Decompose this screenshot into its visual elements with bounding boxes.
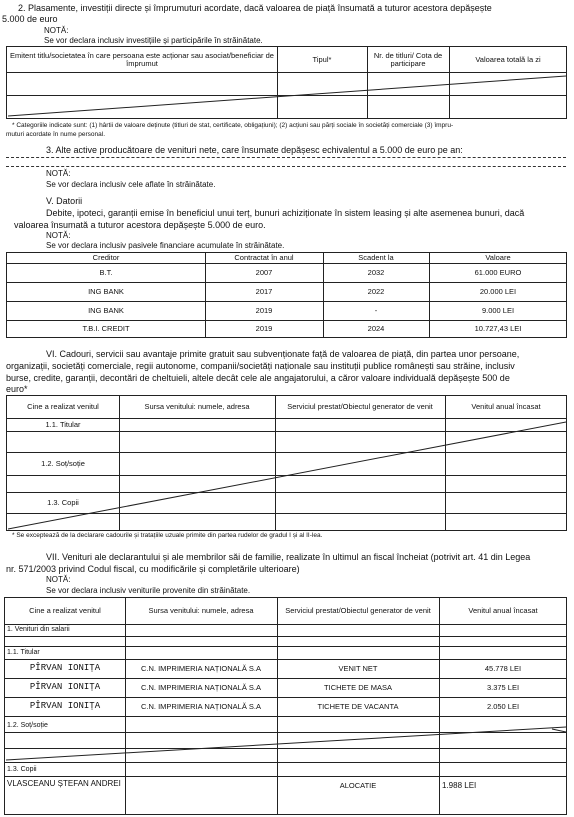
section7-nota-label: NOTĂ: xyxy=(46,575,71,584)
income-row-1-income: 45.778 LEI xyxy=(484,664,522,674)
section5-text-line2: valoarea însumată a tuturor acestora depășește 5.000 de euro. xyxy=(14,220,266,230)
debts-header-contracted: Contractat în anul xyxy=(234,253,294,263)
section2-nota-text: Se vor declara inclusiv investițiile și participările în străinătate. xyxy=(44,36,263,45)
section2-footnote-line2: muturi acordate în nume personal. xyxy=(6,131,105,138)
gifts-header-source: Sursa venitului: numele, adresa xyxy=(144,402,250,412)
income-row-1-who: PÎRVAN IONIȚA xyxy=(29,663,101,674)
debt-row-1-year: 2007 xyxy=(255,268,273,278)
income-group-salaries: 1. Venituri din salarii xyxy=(7,626,70,633)
header-type: Tipul* xyxy=(312,54,332,64)
section2-title-line2: 5.000 de euro xyxy=(2,14,58,24)
section6-text-line4: euro* xyxy=(6,384,28,394)
income-row-1-source: C.N. IMPRIMERIA NAȚIONALĂ S.A xyxy=(140,664,262,674)
debt-row-3-year: 2019 xyxy=(255,306,273,316)
gifts-header-who: Cine a realizat venitul xyxy=(27,402,99,412)
income-row-3-who: PÎRVAN IONIȚA xyxy=(29,701,101,712)
gifts-row-children: 1.3. Copii xyxy=(47,498,79,508)
header-issuer: Emitent titlu/societatea în care persoana este acționar sau asociat/beneficiar de împrumut xyxy=(10,50,274,68)
gifts-header-service: Serviciul prestat/Obiectul generator de venit xyxy=(287,402,433,412)
debt-row-1-creditor: B.T. xyxy=(99,268,113,278)
income-header-income: Venitul anual încasat xyxy=(468,606,538,616)
income-children-label: 1.3. Copii xyxy=(7,766,37,773)
income-header-who: Cine a realizat venitul xyxy=(29,606,101,616)
gifts-row-titular: 1.1. Titular xyxy=(45,420,81,430)
debt-row-4-value: 10.727,43 LEI xyxy=(474,324,522,334)
section2-nota-label: NOTĂ: xyxy=(44,26,69,35)
income-child-row-who: VLASCEANU ȘTEFAN ANDREI xyxy=(7,779,121,788)
debt-row-4-year: 2019 xyxy=(255,324,273,334)
debt-row-2-due: 2022 xyxy=(367,287,385,297)
debt-row-2-creditor: ING BANK xyxy=(88,287,124,297)
section3-nota-label: NOTĂ: xyxy=(46,169,71,178)
section5-text-line1: Debite, ipoteci, garanții emise în beneficiul unui terț, bunuri achiziționate în sistem leasing și alte asemenea bunuri, dacă xyxy=(46,208,525,218)
debt-row-3-due: - xyxy=(374,306,378,316)
section7-nota-text: Se vor declara inclusiv veniturile provenite din străinătate. xyxy=(46,586,251,595)
section7-text-line1: VII. Venituri ale declarantului și ale membrilor săi de familie, realizate în ultimul an fiscal încheiat (potrivit art. 41 din Legea xyxy=(46,552,531,562)
debt-row-4-creditor: T.B.I. CREDIT xyxy=(82,324,130,334)
section6-footnote: * Se exceptează de la declarare cadourile și tratațiile uzuale primite din partea rudelor de gradul I și al II-lea. xyxy=(12,532,323,539)
section6-text-line2: organizații, societăți comerciale, regii autonome, companii/societăți naționale sau instituții publice românești sau străine, inclusiv xyxy=(6,361,515,371)
section3-nota-text: Se vor declara inclusiv cele aflate în străinătate. xyxy=(46,180,216,189)
section5-heading: V. Datorii xyxy=(46,196,83,206)
income-spouse-label: 1.2. Soț/soție xyxy=(7,722,48,729)
debts-header-creditor: Creditor xyxy=(92,253,120,263)
debts-header-value: Valoare xyxy=(485,253,511,263)
gifts-row-spouse: 1.2. Soț/soție xyxy=(41,459,85,469)
income-row-3-income: 2.050 LEI xyxy=(486,702,520,712)
debt-row-1-value: 61.000 EURO xyxy=(474,268,522,278)
income-row-1-service: VENIT NET xyxy=(338,664,378,674)
income-row-2-source: C.N. IMPRIMERIA NAȚIONALĂ S.A xyxy=(140,683,262,693)
income-child-row-income: 1.988 LEI xyxy=(442,781,477,790)
debts-header-due: Scadent la xyxy=(358,253,394,263)
section5-nota-label: NOTĂ: xyxy=(46,231,71,240)
section2-footnote-line1: * Categoriile indicate sunt: (1) hârtii de valoare deținute (titluri de stat, certificate, obligațiuni); (2) acțiuni sau părți sociale în societăți comerciale (3) împru- xyxy=(12,122,454,129)
debt-row-2-value: 20.000 LEI xyxy=(479,287,517,297)
section6-text-line1: VI. Cadouri, servicii sau avantaje primite gratuit sau subvenționate față de valoarea de piață, din partea unor persoane, xyxy=(46,349,520,359)
section2-title-line1: 2. Plasamente, investiții directe și împrumuturi acordate, dacă valoarea de piață însumată a tuturor acestora depășește xyxy=(18,3,492,13)
income-child-row-service: ALOCATIE xyxy=(339,781,377,791)
gifts-header-income: Venitul anual încasat xyxy=(471,402,541,412)
header-shares: Nr. de titluri/ Cota de participare xyxy=(373,50,443,68)
income-row-2-income: 3.375 LEI xyxy=(486,683,520,693)
debt-row-4-due: 2024 xyxy=(367,324,385,334)
income-row-3-service: TICHETE DE VACANTA xyxy=(317,702,399,712)
header-total-value: Valoarea totală la zi xyxy=(475,54,541,64)
debt-row-3-value: 9.000 LEI xyxy=(481,306,515,316)
section7-text-line2: nr. 571/2003 privind Codul fiscal, cu modificările și completările ulterioare) xyxy=(6,564,300,574)
debt-row-3-creditor: ING BANK xyxy=(88,306,124,316)
section5-nota-text: Se vor declara inclusiv pasivele financiare acumulate în străinătate. xyxy=(46,241,285,250)
debt-row-1-due: 2032 xyxy=(367,268,385,278)
section3-title: 3. Alte active producătoare de venituri nete, care însumate depășesc echivalentul a 5.000 de euro pe an: xyxy=(46,145,463,155)
income-row-2-who: PÎRVAN IONIȚA xyxy=(29,682,101,693)
income-titular-label: 1.1. Titular xyxy=(7,649,40,656)
section6-text-line3: burse, credite, garanții, decontări de cheltuieli, altele decât cele ale angajatorului, a căror valoare individuală depășește 500 de xyxy=(6,373,510,383)
debt-row-2-year: 2017 xyxy=(255,287,273,297)
income-header-source: Sursa venitului: numele, adresa xyxy=(148,606,254,616)
income-header-service: Serviciul prestat/Obiectul generator de venit xyxy=(285,606,431,616)
income-row-3-source: C.N. IMPRIMERIA NAȚIONALĂ S.A xyxy=(140,702,262,712)
income-row-2-service: TICHETE DE MASA xyxy=(324,683,392,693)
